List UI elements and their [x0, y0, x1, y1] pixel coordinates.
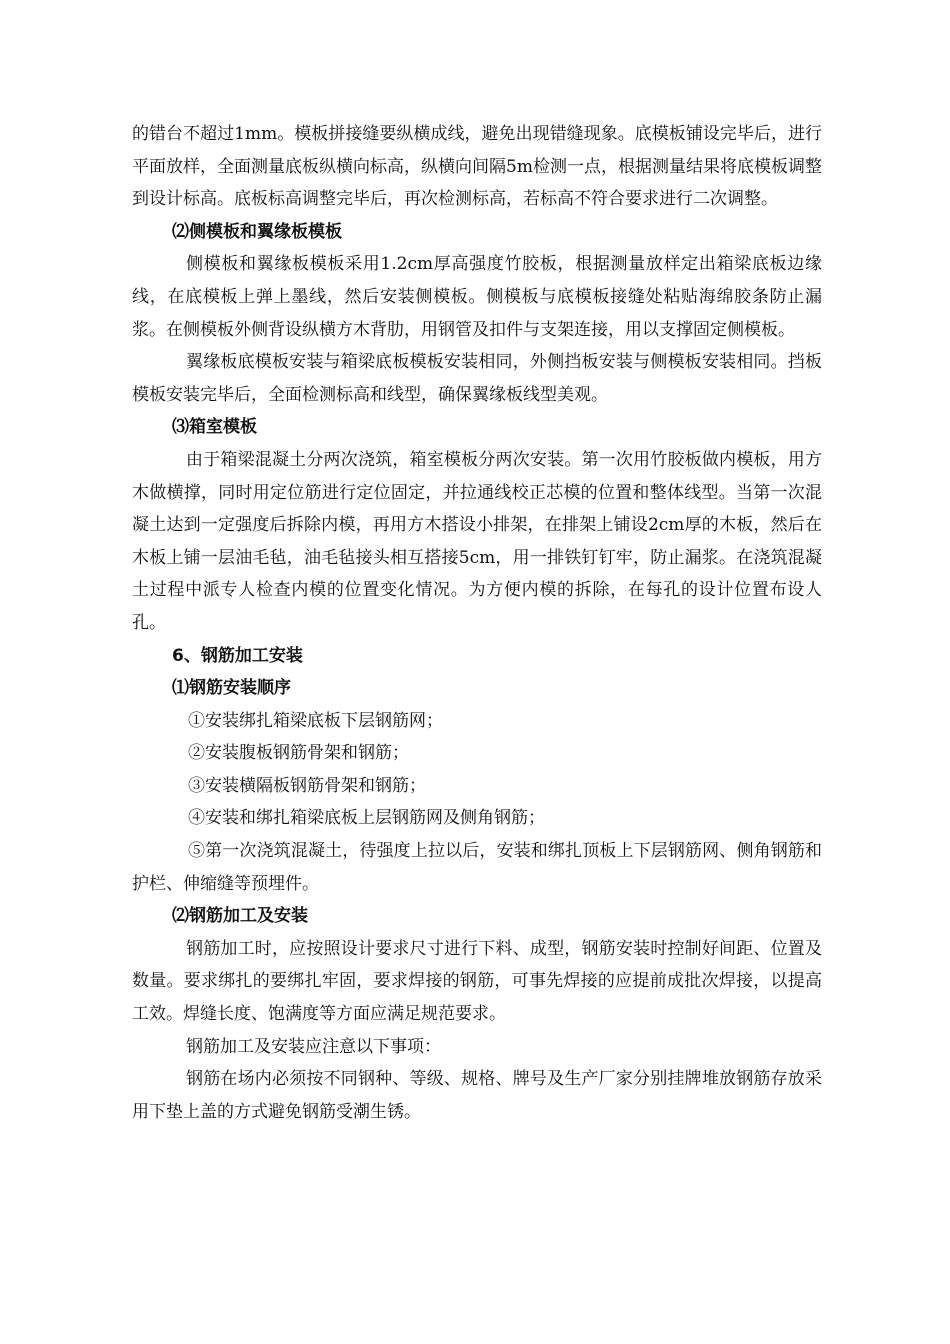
document-body	[132, 118, 822, 1128]
heading-install-sequence: ⑴钢筋安装顺序	[172, 678, 291, 699]
paragraph-storage: 钢筋在场内必须按不同钢种、等级、规格、牌号及生产厂家分别挂牌堆放钢筋存放采用下垫上盖的方式避免钢筋受潮生锈。	[132, 1069, 822, 1122]
paragraph-processing: 钢筋加工时，应按照设计要求尺寸进行下料、成型，钢筋安装时控制好间距、位置及数量。要求绑扎的要绑扎牢固，要求焊接的钢筋，可事先焊接的应提前成批次焊接，以提高工效。焊缝长度、饱满度等方面应满足规范要求。	[132, 938, 822, 1025]
heading-box-formwork: ⑶箱室模板	[172, 417, 257, 438]
heading-processing: ⑵钢筋加工及安装	[172, 906, 308, 927]
list-item: ⑤第一次浇筑混凝土，待强度上拉以后，安装和绑扎顶板上下层钢筋网、侧角钢筋和护栏、伸缩缝等预埋件。	[132, 841, 822, 894]
list-item: ④安装和绑扎箱梁底板上层钢筋网及侧角钢筋；	[188, 808, 545, 829]
paragraph-bottom-formwork-end: 的错台不超过1mm。模板拼接缝要纵横成线，避免出现错缝现象。底模板铺设完毕后，进行平面放样，全面测量底板纵横向标高，纵横向间隔5m检测一点，根据测量结果将底模板调整到设计标高。底板标高调整完毕后，再次检测标高，若标高不符合要求进行二次调整。	[132, 124, 822, 210]
heading-section-6: 6、钢筋加工安装	[172, 645, 303, 666]
paragraph-box-formwork: 由于箱梁混凝土分两次浇筑，箱室模板分两次安装。第一次用竹胶板做内模板，用方木做横撑，同时用定位筋进行定位固定，并拉通线校正芯模的位置和整体线型。当第一次混凝土达到一定强度后拆除内模，再用方木搭设小排架，在排架上铺设2cm厚的木板，然后在木板上铺一层油毛毡，油毛毡接头相互搭接5cm，用一排铁钉钉牢，防止漏浆。在浇筑混凝土过程中派专人检查内模的位置变化情况。为方便内模的拆除，在每孔的设计位置布设人孔。	[132, 449, 822, 633]
paragraph-notes-intro: 钢筋加工及安装应注意以下事项：	[186, 1036, 441, 1057]
list-item: ①安装绑扎箱梁底板下层钢筋网；	[188, 710, 443, 731]
list-item: ②安装腹板钢筋骨架和钢筋；	[188, 743, 409, 764]
paragraph-flange-formwork: 翼缘板底模板安装与箱梁底板模板安装相同，外侧挡板安装与侧模板安装相同。挡板模板安装完毕后，全面检测标高和线型，确保翼缘板线型美观。	[132, 352, 822, 405]
paragraph-side-formwork: 侧模板和翼缘板模板采用1.2cm厚高强度竹胶板，根据测量放样定出箱梁底板边缘线，在底模板上弹上墨线，然后安装侧模板。侧模板与底模板接缝处粘贴海绵胶条防止漏浆。在侧模板外侧背设纵横方木背肋，用钢管及扣件与支架连接，用以支撑固定侧模板。	[132, 254, 822, 340]
heading-side-formwork: ⑵侧模板和翼缘板模板	[172, 221, 342, 242]
list-item: ③安装横隔板钢筋骨架和钢筋；	[188, 775, 426, 796]
